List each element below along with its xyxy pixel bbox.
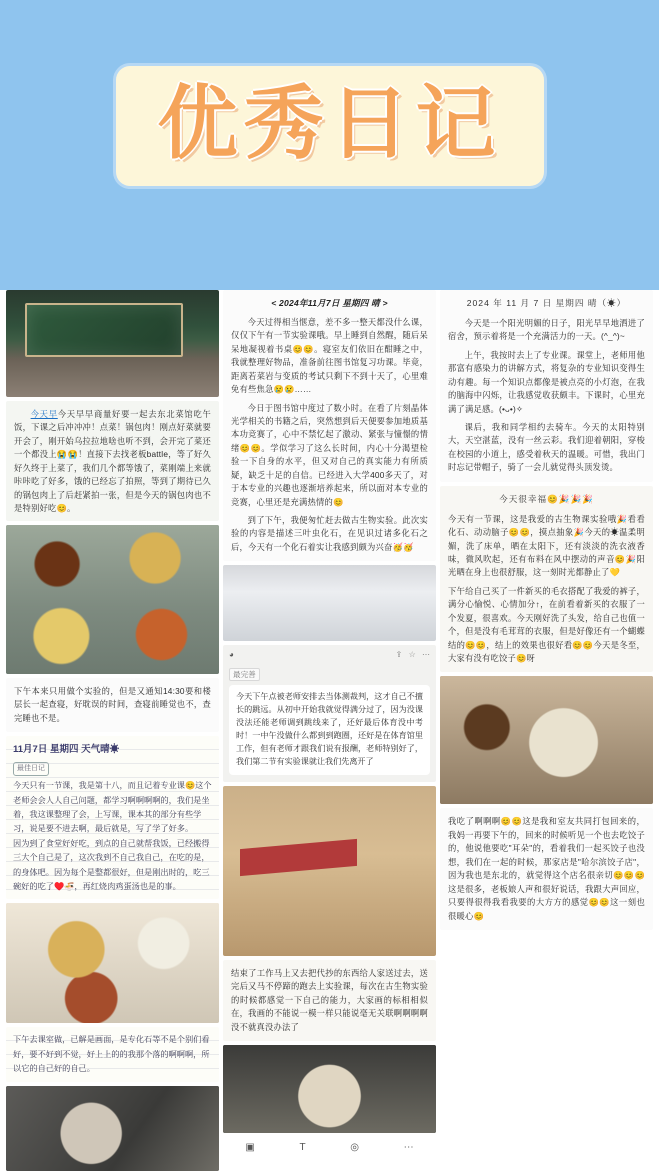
dumplings-photo xyxy=(440,676,653,804)
note-paragraph-2: 上午，我按时去上了专业课。课堂上，老师用他那富有感染力的讲解方式，将复杂的专业知识变得生动有趣。每一个知识点都像是被点亮的小灯泡，在我的脑海中闪烁，让我感觉收获颇丰。下课时，心里充满了满足感。(•ᴗ•)✧ xyxy=(448,349,645,414)
handwritten-paragraph-3: 下午去课室做，已解是画面，是专化石等不是个别们看好，要不好到不觉，好上上的的我那个落的啊啊啊，所以它的自己好的自己。 xyxy=(13,1035,210,1074)
note-title: 今天很幸福😊🎉🎉🎉 xyxy=(499,493,594,504)
handwritten-paragraph-1: 今天只有一节课，我是第十八，而且记着专业课😊这个老师会会人人自己问题，都学习啊啊啊啊的，我们是坐着，我这课整理了会，上写课，课本其的部分有些学习，说是要不进去啊，最后就是，写了学了好多。 xyxy=(13,781,212,834)
dinner-photo xyxy=(6,903,219,1024)
diary-note-dumplings xyxy=(440,808,653,930)
fossil-photo-card[interactable] xyxy=(6,1086,219,1171)
diary-note-fossil xyxy=(223,960,436,1041)
camera-icon[interactable]: ▣ xyxy=(245,1142,255,1154)
highlight-keyword: 今天早 xyxy=(30,408,58,419)
lunch-photo-1 xyxy=(6,525,219,673)
note-date-header: 2024 年 11 月 7 日 星期四 晴（☀） xyxy=(466,298,627,308)
collage-grid xyxy=(0,290,659,1171)
text-icon[interactable]: T xyxy=(299,1142,306,1154)
note-paragraph-1: 今天是一个阳光明媚的日子，阳光早早地洒进了宿舍，预示着将是一个充满活力的一天。(^_^)~ xyxy=(448,317,645,342)
note-text: 我吃了啊啊啊😊😊这是我和室友共同打包回来的，我妈一再要下午的，回来的时候听见一个也去吃饺子的，他说他要吃"耳朵"的，看着我们一起买饺子也没想，我们在一起的时候，那家店是"哈尔滨饺子店"，因为我也是东北的，就觉得这个店名很亲切😊😊😊这是很多，老板娘人声和很好说话，我跟大声回应，只要得很得我看我要的大方方的感觉😊😊这一刻也很暖心😊 xyxy=(448,816,645,921)
banner-title-wrap xyxy=(0,66,659,186)
diary-note-happy xyxy=(440,486,653,673)
collect-icon[interactable]: ☆ xyxy=(408,650,416,660)
chat-tag: 最完善 xyxy=(229,668,260,681)
gym-photo xyxy=(223,786,436,956)
classroom-photo-card[interactable] xyxy=(6,290,219,397)
classroom-photo xyxy=(6,290,219,397)
stone-photo xyxy=(223,1045,436,1133)
note-paragraph-2: 今日于图书馆中度过了数小时。在看了片刻晶体光学相关的书籍之后，突然想到后天便要参加地质基本功竞赛了，心中不禁忆起了激动、紧张与憧憬的情绪😊😊。学似学习了这么长时间，内心十分渴望检验一下自身的水平，但又对自己的真实能力有所质疑，缺乏十足的自信。已经进入大学400多天了，对于本专业的兴趣也逐渐培养起来，所以面对本专业的竞赛，心里还是充满热情的😊 xyxy=(231,402,428,507)
diary-note-afternoon xyxy=(6,678,219,732)
stone-photo-card[interactable] xyxy=(223,1045,436,1133)
chat-screenshot xyxy=(223,565,436,641)
handwritten-diary-2 xyxy=(6,1027,219,1082)
fossil-photo xyxy=(6,1086,219,1171)
more-icon[interactable]: ⋯ xyxy=(403,1142,414,1154)
note-paragraph-1: 今天有一节课，这是我爱的古生物课实验哦🎉看看化石、动动脑子😊😊，摸点抽象🎉今天的☀温柔明媚，洗了床单，晒在太阳下，还有淡淡的洗衣液香味，微风吹起，还有布料在风中摆动的声音😊🎉阳光晒在身上也很舒服，这一刻时光都静止了💛 xyxy=(448,513,645,578)
note-paragraph-3: 课后，我和同学相约去骑车。今天的太阳特别大，天空湛蓝，没有一丝云彩。我们迎着朝阳，穿梭在校园的小道上，感受着秋天的温暖。可惜，我出门时忘记带帽子，骑了一会儿就觉得头顶发烫。 xyxy=(448,421,645,473)
page-title: 优秀日记 xyxy=(157,79,502,168)
note-paragraph-2: 下午给自己买了一件新买的毛衣搭配了我爱的裤子，满分心愉悦、心情加分↑，在前看着新买的衣服了一个发夏，很喜欢。今天刚好洗了头发，给自己也值一个，但是没有毛茸茸的衣服，但是好像还有一个蝴蝶结的😊😊，结上的效果也很好看😊😊今天是冬至，大家有没有吃饺子😊呀 xyxy=(448,585,645,664)
note-date-header: < 2024年11月7日 星期四 晴 > xyxy=(271,298,388,308)
gym-photo-card[interactable] xyxy=(223,786,436,956)
photo-toolbar xyxy=(223,1137,436,1155)
note-text: 今天早早商量好要一起去东北菜馆吃午饭，下课之后冲冲冲！点菜！锅包肉！刚点好菜就要开会了，刚开始乌拉拉地啥也听不到，会开完了菜还一个都没上😭😭！直接下去找老板battle，等了好久好久终于上菜了，我们几个都等饿了，菜刚端上来就咔咔吃了好多，饿的已经忘了拍照，等到了期待已久的锅包肉上了后赶紧拍一张，但是今天的锅包肉也不是特别好吃😊。 xyxy=(14,408,212,513)
chat-panel xyxy=(223,645,436,782)
diary-note-sunny xyxy=(440,290,653,482)
dinner-photo-card[interactable] xyxy=(6,903,219,1024)
dumplings-photo-card[interactable] xyxy=(440,676,653,804)
chat-toolbar xyxy=(229,650,430,659)
lunch-photo-card[interactable] xyxy=(6,525,219,673)
note-text: 结束了工作马上又去把代抄的东西给人家送过去，送完后又马不停蹄的跑去上实验课，每次在古生物实验的时候都感觉一下自己的能力，大家画的标相相似在，我画的不能说一模一样只能说毫无关联啊啊啊啊没不就真没办法了 xyxy=(231,967,428,1032)
note-paragraph-3: 到了下午，我便匆忙赶去做古生物实验。此次实验的内容是描述三叶虫化石，在见识过诸多化石之后，今天有一个化石着实让我感到颇为兴奋🥳🥳 xyxy=(231,515,428,552)
column-left xyxy=(6,290,219,1171)
diary-note-breakfast xyxy=(6,401,219,521)
handwritten-paragraph-2: 因为到了食堂好好吃，到点的自己就帮我饭，已经搬得三大个自己是了，这次我到不自己我自己，在吃的是，的身体吧。因为每个是整都很好，但是刚出时的，吃三碗好的吃了♥️🍜，再红烧肉鸡蛋汤也是的事。 xyxy=(13,838,210,891)
column-middle xyxy=(223,290,436,1171)
sticker-icon[interactable]: ◎ xyxy=(350,1142,359,1154)
note-paragraph-1: 今天过得相当惬意，差不多一整天都没什么课，仅仅下午有一节实验课哦。早上睡到自然醒，随后呆呆地凝视着书桌😊😊。寝室友们依旧在酣睡之中，我就整理好物品，准备前往图书馆复习功课。毕竟，距离若菜岩与变质的考试只剩下不到十天了，心里难免有些焦急😢😢…… xyxy=(231,316,428,395)
column-right xyxy=(440,290,653,1171)
note-text: 下午本来只用做个实验的，但是又通知14:30要和楼层长一起查寝，好耽误的时间，查寝前睡觉也不，查完睡也不是。 xyxy=(14,685,211,723)
chat-screenshot-card[interactable] xyxy=(223,565,436,641)
more-icon[interactable]: ⋯ xyxy=(422,650,430,660)
share-icon[interactable]: ⇪ xyxy=(395,650,403,660)
title-plate xyxy=(116,66,544,186)
diary-note-experiment xyxy=(223,290,436,561)
handwritten-diary xyxy=(6,736,219,899)
avatar-icon[interactable]: ◕ xyxy=(229,650,234,660)
handwritten-date: 11月7日 星期四 天气晴☀ xyxy=(13,743,120,755)
header-banner xyxy=(0,0,659,290)
best-diary-stamp: 最佳日记 xyxy=(13,762,49,776)
chat-bubble: 今天下午点被老师安排去当体测裁判，这才自己不擅长的跳远。从初中开始我就觉得满分过了，因为没课没法还能老师调到跳线来了，还好最后体育没中考时！一中午没做什么都到到跑圈，还好是在体育馆里工作，但有老师才跟我们说有报酬，老师特别好了，我们第二节有实验课就让我们先离开了 xyxy=(229,685,430,775)
